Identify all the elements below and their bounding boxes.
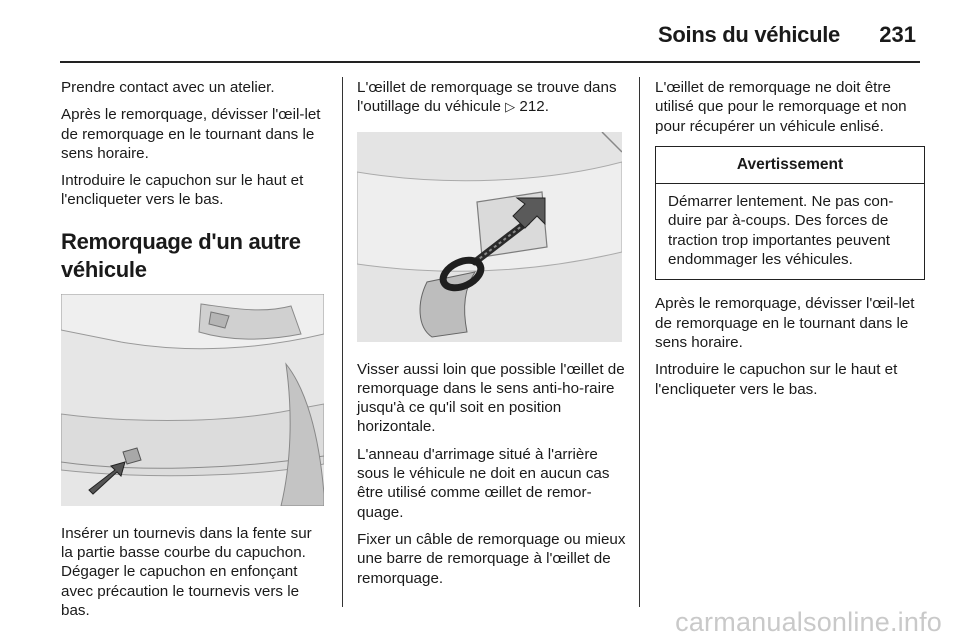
page-reference-arrow-icon: ▷ xyxy=(505,100,516,116)
paragraph-text: L'œillet de remorquage se trouve dans l'outillage du véhicule xyxy=(357,79,617,116)
column-middle xyxy=(357,78,627,596)
paragraph: Après le remorquage, dévisser l'œil-let de remorquage en le tournant dans le sens horaire. xyxy=(61,106,321,162)
paragraph: Visser aussi loin que possible l'œillet de remorquage dans le sens anti-ho-raire jusqu'à ce qu'il soit en position horizontale. xyxy=(357,360,625,436)
column-divider xyxy=(342,77,343,607)
paragraph xyxy=(357,78,627,118)
rear-bumper-illustration xyxy=(61,294,324,506)
watermark: carmanualsonline.info xyxy=(675,607,942,637)
header-rule xyxy=(60,61,920,63)
paragraph: Insérer un tournevis dans la fente sur la partie basse courbe du capuchon. Dégager le capuchon en enfonçant avec précaution le tournevis vers le bas. xyxy=(61,524,312,619)
column-left xyxy=(61,78,326,628)
warning-title: Avertissement xyxy=(656,147,924,184)
paragraph: Fixer un câble de remorquage ou mieux une barre de remorquage à l'œillet de remorquage. xyxy=(357,530,626,587)
column-right xyxy=(655,78,925,407)
column-divider xyxy=(639,77,640,607)
paragraph: L'anneau d'arrimage situé à l'arrière sous le véhicule ne doit en aucun cas être utilisé comme œillet de remor-quage. xyxy=(357,445,610,521)
towing-eye-illustration xyxy=(357,132,622,342)
page-number: 231 xyxy=(879,22,916,47)
section-heading: Remorquage d'un autre véhicule xyxy=(61,228,301,282)
paragraph: Introduire le capuchon sur le haut et l'encliqueter vers le bas. xyxy=(655,361,898,398)
paragraph: Prendre contact avec un atelier. xyxy=(61,79,275,96)
page-reference: 212. xyxy=(519,98,549,116)
paragraph: L'œillet de remorquage ne doit être utilisé que pour le remorquage et non pour récupérer un véhicule enlisé. xyxy=(655,79,907,135)
paragraph: Après le remorquage, dévisser l'œil-let de remorquage en le tournant dans le sens horaire. xyxy=(655,295,915,351)
paragraph: Introduire le capuchon sur le haut et l'encliqueter vers le bas. xyxy=(61,172,304,209)
warning-box xyxy=(655,146,925,280)
page-title: Soins du véhicule xyxy=(658,22,840,47)
warning-body: Démarrer lentement. Ne pas con-duire par à-coups. Des forces de traction trop importantes peuvent endommager les véhicules. xyxy=(668,193,894,269)
